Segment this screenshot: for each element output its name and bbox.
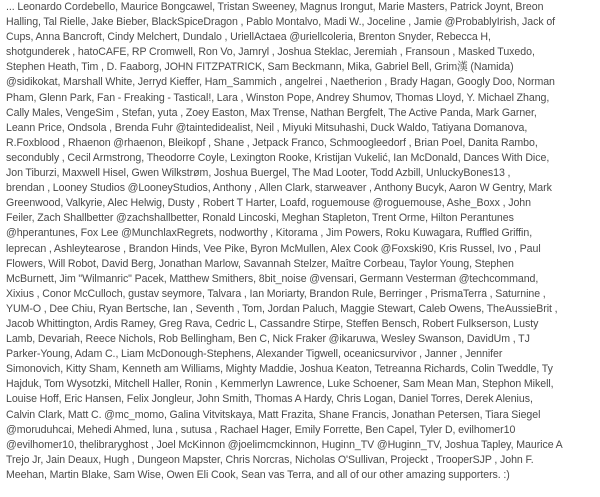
credits-line: Louise Hoff, Eric Hansen, Felix Jongleur, John Smith, Thomas A Hardy, Chris Logan, Daniel Torres, Derek Alenius, — [6, 393, 533, 406]
credits-line: Stephen Heath, Tim , D. Faaborg, JOHN FITZPATRICK, Sam Beckmann, Mika, Gabriel Bell, Grim漢 (Namida) — [6, 61, 514, 74]
credits-line: Flowers, Will Robot, David Berg, Jonathan Marlow, Savannah Stelzer, Maître Corbeau, Taylor Young, Stephen — [6, 257, 514, 270]
credits-line: Meehan, Martin Blake, Sam Wise, Owen Eli Cook, Sean vas Terra, and all of our other amazing supporters. :) — [6, 468, 510, 481]
credits-line: Greenwood, Valkyrie, Alec Helwig, Dusty , Robert T Harter, Loafd, roguemouse @roguemouse, Ashe_Boxx , John — [6, 197, 531, 210]
credits-line: Jon Tiburzi, Maxwell Hisel, Gwen Wilkstrøm, Joshua Buergel, The Mad Looter, Todd Azbill, UnluckyBones13 , — [6, 167, 511, 180]
credits-line: Leann Price, Ondsola , Brenda Fuhr @taintedidealist, Neil , Miyuki Mitsuhashi, Duck Waldo, Tatiyana Domanova, — [6, 121, 528, 134]
supporters-credits-text — [6, 0, 588, 483]
credits-line: shotgunderek , hatoCAFE, RP Cromwell, Ron Vo, Jamryl , Joshua Steklac, Jeremiah , Fransoun , Masked Tuxedo, — [6, 46, 535, 59]
credits-line: Jacob Whittington, Ardis Ramey, Greg Rava, Cedric L, Cassandre Stirpe, Steffen Bensch, Robert Fulkserson, Lusty — [6, 317, 539, 330]
credits-line: Pham, Glenn Park, Fan - Freaking - Tastical!, Lara , Winston Pope, Andrey Shumov, Thomas Lloyd, Y. Michael Zhang, — [6, 91, 550, 104]
credits-line: brendan , Looney Studios @LooneyStudios, Anthony , Allen Clark, starweaver , Anthony Bucyk, Aaron W Gentry, Mark — [6, 182, 552, 195]
credits-line: Parker-Young, Adam C., Liam McDonough-Stephens, Alexander Tigwell, oceanicsurvivor , Janner , Jennifer — [6, 348, 503, 361]
credits-line: YUM-O , Dee Chiu, Ryan Bertsche, Ian , Seventh , Tom, Jordan Paluch, Maggie Stewart, Caleb Owens, TheAussieBrit , — [6, 302, 558, 315]
credits-line: Calvin Clark, Matt C. @mc_momo, Galina Vitvitskaya, Matt Frazita, Shane Francis, Jonathan Petersen, Tiara Siegel — [6, 408, 541, 421]
credits-line: @sidikokat, Marshall White, Jerryd Kieffer, Ham_Sammich , angelrei , Naetherion , Brady Hagan, Googly Doo, Norman — [6, 76, 555, 89]
credits-line: R.Foxblood , Rhaenon @rhaenon, Bleikopf , Shane , Jetpack Franco, Schmoogleedorf , Brian Poel, Danita Rambo, — [6, 136, 538, 149]
credits-line: McBurnett, Jim "Wilmanric" Pacek, Matthew Smithers, 8bit_noise @vensari, Germann Vesterman @techcommand, — [6, 272, 539, 285]
credits-line: Trejo Jr, Jain Deaux, Hugh , Dungeon Mapster, Chris Norcras, Nicholas O'Sullivan, Projeckt , TrooperSJP , John F. — [6, 453, 534, 466]
credits-line: secondubly , Cecil Armstrong, Theodorre Coyle, Lexington Rooke, Kristijan Vukelić, Ian McDonald, Dances With Dice, — [6, 151, 550, 164]
credits-line: Cups, Anna Bancroft, Cindy Melchert, Dundalo , UriellActaea @uriellcoleria, Brenton Snyder, Rebecca H, — [6, 31, 491, 44]
credits-line: Feiler, Zach Shallbetter @zachshallbetter, Ronald Lincoski, Meghan Stapleton, Trent Orme, Hilton Perantunes — [6, 212, 514, 225]
credits-line: ... Leonardo Cordebello, Maurice Bongcawel, Tristan Sweeney, Magnus Irongut, Marie Masters, Patrick Joynt, Breon — [6, 1, 544, 13]
credits-line: leprecan , Ashleytearose , Brandon Hinds, Vee Pike, Byron McMullen, Alex Cook @Foxski90, Kris Russel, Ivo , Paul — [6, 242, 541, 255]
credits-line: @moruduhcai, Mehedi Ahmed, luna , sutusa , Rachael Hager, Emily Forrette, Ben Capel, Tyler D, evilhomer10 — [6, 423, 516, 436]
credits-line: Cally Males, VengeSim , Stefan, yuta , Zoey Easton, Max Trense, Nathan Bergfelt, The Active Panda, Mark Garner, — [6, 106, 537, 119]
credits-line: Simonovich, Kitty Sham, Kenneth am Williams, Mighty Maddie, Joshua Keaton, Tetreanna Richards, Colin Tweddle, Ty — [6, 363, 553, 376]
credits-line: @hperantunes, Fox Lee @MunchlaxRegrets, nodworthy , Kitorama , Jim Powers, Roku Kuwagara, Ruffled Griffin, — [6, 227, 533, 240]
credits-line: Xixius , Conor McCulloch, gustav seymore, Talvara , Ian Moriarty, Brandon Rule, Berringer , PrismaTerra , Saturnine , — [6, 287, 546, 300]
credits-line: @evilhomer10, thelibraryghost , Joel McKinnon @joelimcmckinnon, Huginn_TV @Huginn_TV, Joshua Tapley, Maurice A — [6, 438, 563, 451]
credits-line: Halling, Tal Rielle, Jake Bieber, BlackSpiceDragon , Pablo Montalvo, Madi W., Joceline , Jamie @ProbablyIrish, Jack of — [6, 16, 556, 29]
credits-line: Lamb, Devariah, Reece Nichols, Rob Bellingham, Ben C, Nick Fraker @ikaruwa, Wesley Swanson, DavidUm , TJ — [6, 333, 530, 346]
credits-line: Hajduk, Tom Wysotzki, Mitchell Haller, Ronin , Kemmerlyn Lawrence, Luke Schoener, Sam Mean Man, Stephon Mikell, — [6, 378, 554, 391]
